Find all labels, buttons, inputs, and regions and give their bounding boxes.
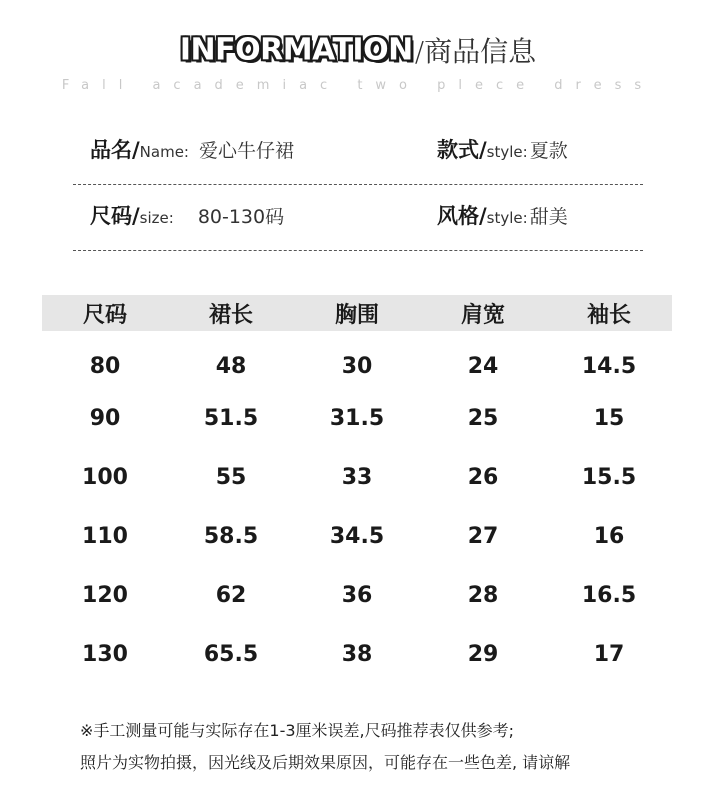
info-name-value: 爱心牛仔裙 <box>198 140 294 162</box>
dashed-divider <box>73 250 643 251</box>
table-header-row <box>42 295 672 331</box>
color-note: 照片为实物拍摄，因光线及后期效果原因，可能存在一些色差, 请谅解 <box>80 753 571 772</box>
size-table <box>42 295 672 684</box>
info-style-value: 夏款 <box>529 140 568 162</box>
table-header-cell: 尺码 <box>82 302 127 328</box>
info-row-1 <box>0 134 716 170</box>
table-header-cell: 肩宽 <box>460 302 505 328</box>
table-cell: 90 <box>89 406 121 431</box>
table-row <box>42 343 672 389</box>
info-style-label-cn: 款式/ <box>437 138 487 162</box>
info-style-label-en: style: <box>486 143 528 161</box>
table-cell: 34.5 <box>329 524 385 549</box>
measurement-note: ※手工测量可能与实际存在1-3厘米误差,尺码推荐表仅供参考; <box>80 721 515 740</box>
info-size <box>90 200 284 230</box>
table-cell: 55 <box>215 465 247 490</box>
table-body <box>42 343 672 684</box>
dashed-divider <box>73 184 643 185</box>
info-style <box>437 134 568 164</box>
table-cell: 27 <box>467 524 499 549</box>
info-feel-label-cn: 风格/ <box>437 204 487 228</box>
table-cell: 110 <box>82 524 128 549</box>
table-header-cell: 胸围 <box>334 302 379 328</box>
table-cell: 24 <box>467 353 499 379</box>
table-cell: 31.5 <box>329 406 385 431</box>
info-row-2 <box>0 200 716 236</box>
info-feel-value: 甜美 <box>529 206 568 228</box>
table-cell: 80 <box>89 353 121 379</box>
table-cell: 29 <box>467 642 499 667</box>
table-cell: 25 <box>467 406 499 431</box>
table-cell: 100 <box>82 465 128 490</box>
info-feel-label-en: style: <box>486 209 528 227</box>
page-header <box>0 30 716 93</box>
table-cell: 120 <box>82 583 128 608</box>
title-chinese: /商品信息 <box>414 35 537 68</box>
table-cell: 65.5 <box>203 642 259 667</box>
info-name-label-en: Name: <box>139 143 189 161</box>
table-header-cell: 裙长 <box>208 302 253 328</box>
table-cell: 38 <box>341 642 373 667</box>
info-size-label-en: size: <box>139 209 174 227</box>
table-cell: 16.5 <box>581 583 637 608</box>
table-cell: 33 <box>341 465 373 490</box>
table-cell: 48 <box>215 353 247 379</box>
table-row <box>42 625 672 684</box>
table-cell: 51.5 <box>203 406 259 431</box>
subtitle: Fall academiac two plece dress <box>61 78 655 93</box>
table-cell: 16 <box>593 524 625 549</box>
info-size-value: 80-130码 <box>197 206 285 228</box>
table-cell: 130 <box>82 642 128 667</box>
table-cell: 28 <box>467 583 499 608</box>
table-cell: 36 <box>341 583 373 608</box>
table-row <box>42 389 672 448</box>
title-english: INFORMATION <box>179 32 413 68</box>
table-cell: 15.5 <box>581 465 637 490</box>
table-row <box>42 566 672 625</box>
info-feel <box>437 200 568 230</box>
table-cell: 58.5 <box>203 524 259 549</box>
table-cell: 14.5 <box>581 353 637 379</box>
table-header-cell: 袖长 <box>586 302 631 328</box>
table-row <box>42 507 672 566</box>
info-name-label-cn: 品名/ <box>90 138 140 162</box>
table-cell: 62 <box>215 583 247 608</box>
info-name <box>90 134 294 164</box>
table-cell: 17 <box>593 642 625 667</box>
info-size-label-cn: 尺码/ <box>90 204 140 228</box>
table-cell: 15 <box>593 406 625 431</box>
table-cell: 26 <box>467 465 499 490</box>
table-row <box>42 448 672 507</box>
page-title <box>180 30 536 70</box>
table-cell: 30 <box>341 353 373 379</box>
